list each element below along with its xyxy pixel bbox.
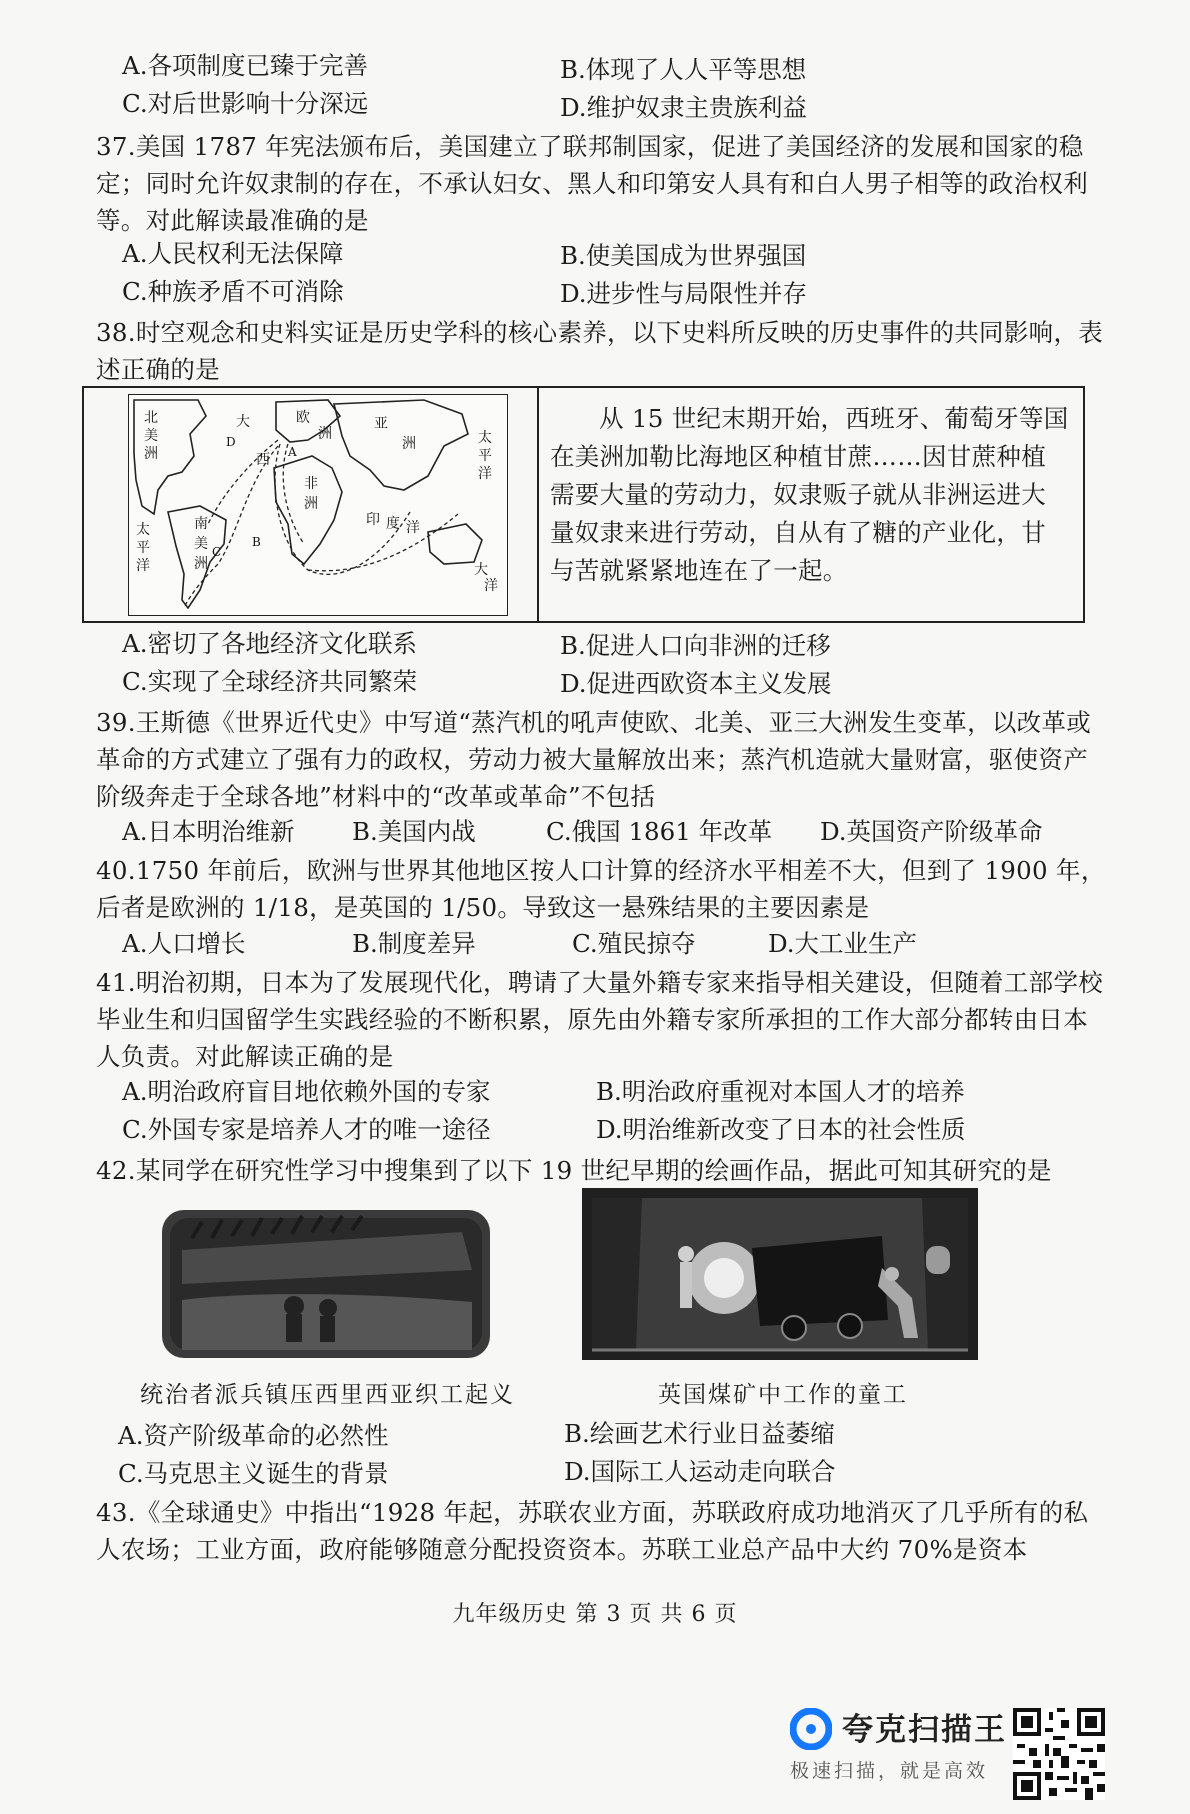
q42-option-a: A.资产阶级革命的必然性	[118, 1421, 389, 1450]
q37-stem: 37.美国 1787 年宪法颁布后，美国建立了联邦制国家，促进了美国经济的发展和国家的稳定；同时允许奴隶制的存在，不承认妇女、黑人和印第安人具有和白人男子相等的政治权利等。对此解读最准确的是	[96, 132, 1088, 235]
q38-stem: 38.时空观念和史料实证是历史学科的核心素养，以下史料所反映的历史事件的共同影响，表述正确的是	[96, 318, 1104, 384]
map-label: 大	[474, 562, 488, 578]
map-label: 平	[136, 540, 150, 556]
q39-option-c: C.俄国 1861 年改革	[546, 817, 773, 846]
q41-option-d: D.明治维新改变了日本的社会性质	[596, 1115, 966, 1144]
q38-option-b: B.促进人口向非洲的迁移	[560, 631, 831, 660]
route-label-c: C	[212, 545, 222, 559]
scanner-logo-icon	[790, 1708, 832, 1750]
world-trade-route-map	[128, 394, 508, 616]
page-footer: 九年级历史 第 3 页 共 6 页	[452, 1602, 738, 1627]
q39-stem: 39.王斯德《世界近代史》中写道“蒸汽机的吼声使欧、北美、亚三大洲发生变革，以改革或革命的方式建立了强有力的政权，劳动力被大量解放出来；蒸汽机造就大量财富，驱使资产阶级奔走于全球各地”材料中的“改革或革命”不包括	[96, 708, 1092, 811]
q41-option-a: A.明治政府盲目地依赖外国的专家	[122, 1077, 491, 1106]
map-label: 洲	[318, 426, 332, 442]
q38-option-a: A.密切了各地经济文化联系	[122, 629, 417, 658]
map-label: 洋	[406, 520, 420, 536]
q36-option-d: D.维护奴隶主贵族利益	[560, 93, 808, 122]
map-label: 洋	[478, 466, 492, 482]
map-label: 太	[478, 430, 492, 446]
q40-option-c: C.殖民掠夺	[572, 929, 696, 958]
caption-left: 统治者派兵镇压西里西亚织工起义	[140, 1382, 515, 1408]
caption-right: 英国煤矿中工作的童工	[658, 1382, 908, 1408]
map-label: 大	[236, 414, 250, 430]
weavers-uprising-painting	[162, 1210, 490, 1358]
map-label: 欧	[296, 410, 310, 426]
q42-stem: 42.某同学在研究性学习中搜集到了以下 19 世纪早期的绘画作品，据此可知其研究的是	[96, 1156, 1052, 1185]
q39-option-a: A.日本明治维新	[122, 817, 295, 846]
q38-source-text: 从 15 世纪末期开始，西班牙、葡萄牙等国在美洲加勒比海地区种植甘蔗……因甘蔗种植需要大量的劳动力，奴隶贩子就从非洲运进大量奴隶来进行劳动，自从有了糖的产业化，甘与苦就紧紧地连在了一起。	[550, 404, 1069, 585]
map-label: 洲	[194, 556, 208, 572]
child-coal-miners-painting	[582, 1188, 978, 1360]
q37-option-a: A.人民权利无法保障	[122, 239, 344, 268]
q42-option-b: B.绘画艺术行业日益萎缩	[564, 1419, 835, 1448]
map-label: 西	[256, 452, 270, 468]
q40-option-a: A.人口增长	[122, 929, 246, 958]
route-label-b: B	[252, 535, 261, 549]
q37-option-b: B.使美国成为世界强国	[560, 241, 807, 270]
route-label-d: D	[226, 435, 236, 449]
q39-option-b: B.美国内战	[352, 817, 476, 846]
q38-option-c: C.实现了全球经济共同繁荣	[122, 667, 418, 696]
q37-option-c: C.种族矛盾不可消除	[122, 277, 344, 306]
q36-option-b: B.体现了人人平等思想	[560, 55, 807, 84]
q38-option-d: D.促进西欧资本主义发展	[560, 669, 832, 698]
scanner-slogan: 极速扫描，就是高效	[790, 1760, 989, 1782]
map-label: 美	[144, 428, 158, 444]
map-label: 度	[386, 516, 400, 532]
map-label: 洲	[402, 436, 416, 452]
map-label: 南	[194, 516, 208, 532]
qr-code-icon	[1013, 1708, 1105, 1800]
map-label: 洋	[484, 578, 498, 594]
q41-option-c: C.外国专家是培养人才的唯一途径	[122, 1115, 491, 1144]
map-label: 洋	[136, 558, 150, 574]
map-label: 洲	[144, 446, 158, 462]
q36-option-a: A.各项制度已臻于完善	[122, 51, 368, 80]
q43-stem: 43.《全球通史》中指出“1928 年起，苏联农业方面，苏联政府成功地消灭了几乎所有的私人农场；工业方面，政府能够随意分配投资资本。苏联工业总产品中大约 70%是资本	[96, 1498, 1089, 1564]
q37-option-d: D.进步性与局限性并存	[560, 279, 808, 308]
q42-option-c: C.马克思主义诞生的背景	[118, 1459, 389, 1488]
q38-source-table	[82, 386, 1085, 623]
map-label: 亚	[374, 416, 388, 432]
q41-stem: 41.明治初期，日本为了发展现代化，聘请了大量外籍专家来指导相关建设，但随着工部学校毕业生和归国留学生实践经验的不断积累，原先由外籍专家所承担的工作大部分都转由日本人负责。对此解读正确的是	[96, 968, 1104, 1071]
map-label: 美	[194, 536, 208, 552]
q40-option-d: D.大工业生产	[768, 929, 918, 958]
q40-option-b: B.制度差异	[352, 929, 476, 958]
q39-option-d: D.英国资产阶级革命	[820, 817, 1043, 846]
map-label: 印	[366, 512, 380, 528]
map-label: 洲	[304, 496, 318, 512]
route-label-a: A	[288, 445, 297, 459]
scanner-brand-name: 夸克扫描王	[842, 1712, 1007, 1748]
map-label: 北	[144, 410, 158, 426]
q41-option-b: B.明治政府重视对本国人才的培养	[596, 1077, 965, 1106]
map-label: 平	[478, 448, 492, 464]
q36-option-c: C.对后世影响十分深远	[122, 89, 369, 118]
map-label: 太	[136, 522, 150, 538]
q42-option-d: D.国际工人运动走向联合	[564, 1457, 836, 1486]
table-divider	[537, 388, 539, 621]
q40-stem: 40.1750 年前后，欧洲与世界其他地区按人口计算的经济水平相差不大，但到了 1900 年，后者是欧洲的 1/18，是英国的 1/50。导致这一悬殊结果的主要因素是	[96, 856, 1106, 922]
map-label: 非	[304, 476, 318, 492]
